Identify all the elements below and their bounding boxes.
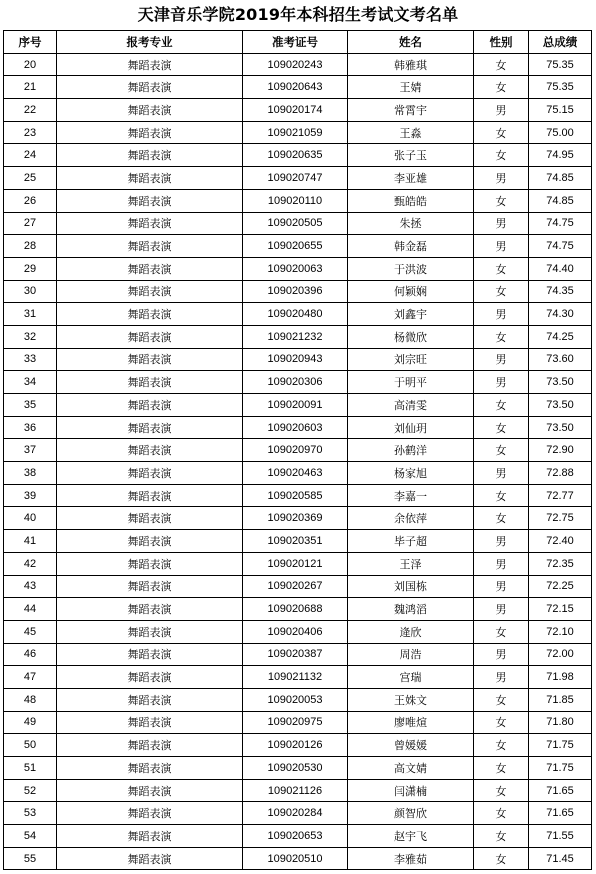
cell-gender: 女 [474,121,529,144]
cell-major: 舞蹈表演 [57,575,243,598]
cell-name: 周浩 [348,643,474,666]
header-score: 总成绩 [529,31,592,54]
cell-major: 舞蹈表演 [57,688,243,711]
cell-gender: 男 [474,235,529,258]
cell-major: 舞蹈表演 [57,666,243,689]
table-row [4,802,592,825]
cell-score: 72.00 [529,643,592,666]
cell-major: 舞蹈表演 [57,76,243,99]
cell-gender: 女 [474,394,529,417]
cell-exam-id: 109020126 [243,734,348,757]
cell-no: 35 [4,394,57,417]
cell-name: 魏鸿滔 [348,598,474,621]
cell-gender: 女 [474,802,529,825]
cell-exam-id: 109020585 [243,484,348,507]
cell-major: 舞蹈表演 [57,212,243,235]
table-header-row [4,31,592,54]
cell-exam-id: 109020267 [243,575,348,598]
table-row [4,575,592,598]
cell-gender: 女 [474,688,529,711]
header-no: 序号 [4,31,57,54]
table-row [4,235,592,258]
cell-name: 李亚雄 [348,167,474,190]
cell-gender: 女 [474,439,529,462]
cell-score: 71.98 [529,666,592,689]
cell-major: 舞蹈表演 [57,462,243,485]
cell-name: 毕子超 [348,530,474,553]
cell-gender: 男 [474,303,529,326]
cell-major: 舞蹈表演 [57,167,243,190]
cell-gender: 女 [474,507,529,530]
cell-no: 54 [4,825,57,848]
cell-exam-id: 109020284 [243,802,348,825]
cell-gender: 男 [474,462,529,485]
cell-gender: 女 [474,779,529,802]
table-row [4,121,592,144]
cell-no: 41 [4,530,57,553]
cell-gender: 男 [474,575,529,598]
cell-name: 刘国栋 [348,575,474,598]
cell-name: 高清雯 [348,394,474,417]
cell-name: 何颖娴 [348,280,474,303]
table-row [4,552,592,575]
cell-exam-id: 109021059 [243,121,348,144]
cell-no: 39 [4,484,57,507]
cell-exam-id: 109020121 [243,552,348,575]
cell-exam-id: 109020530 [243,757,348,780]
cell-name: 廖唯煊 [348,711,474,734]
cell-exam-id: 109020053 [243,688,348,711]
cell-name: 刘宗旺 [348,348,474,371]
cell-gender: 男 [474,212,529,235]
table-row [4,53,592,76]
cell-score: 72.15 [529,598,592,621]
cell-gender: 女 [474,620,529,643]
table-row [4,643,592,666]
cell-name: 于明平 [348,371,474,394]
table-row [4,76,592,99]
cell-score: 71.65 [529,802,592,825]
table-row [4,734,592,757]
cell-no: 21 [4,76,57,99]
cell-exam-id: 109020643 [243,76,348,99]
cell-name: 王姝文 [348,688,474,711]
table-body [4,53,592,870]
cell-exam-id: 109020174 [243,99,348,122]
cell-gender: 男 [474,99,529,122]
cell-score: 72.77 [529,484,592,507]
cell-name: 王婧 [348,76,474,99]
cell-score: 73.50 [529,394,592,417]
cell-no: 49 [4,711,57,734]
cell-name: 杨微欣 [348,325,474,348]
cell-name: 闫潇楠 [348,779,474,802]
cell-major: 舞蹈表演 [57,711,243,734]
cell-major: 舞蹈表演 [57,348,243,371]
cell-no: 26 [4,189,57,212]
cell-major: 舞蹈表演 [57,598,243,621]
cell-exam-id: 109020970 [243,439,348,462]
cell-score: 71.75 [529,757,592,780]
cell-score: 72.35 [529,552,592,575]
cell-name: 孙鹤洋 [348,439,474,462]
cell-name: 王淼 [348,121,474,144]
cell-score: 74.95 [529,144,592,167]
cell-no: 23 [4,121,57,144]
cell-name: 王泽 [348,552,474,575]
cell-score: 72.40 [529,530,592,553]
cell-major: 舞蹈表演 [57,394,243,417]
cell-score: 73.50 [529,416,592,439]
cell-gender: 女 [474,257,529,280]
cell-score: 75.00 [529,121,592,144]
cell-no: 42 [4,552,57,575]
cell-no: 20 [4,53,57,76]
table-row [4,462,592,485]
cell-name: 李雅茹 [348,847,474,870]
cell-major: 舞蹈表演 [57,620,243,643]
cell-name: 曾媛媛 [348,734,474,757]
cell-major: 舞蹈表演 [57,552,243,575]
table-row [4,212,592,235]
table-row [4,439,592,462]
table-row [4,371,592,394]
cell-major: 舞蹈表演 [57,734,243,757]
cell-gender: 男 [474,552,529,575]
cell-gender: 男 [474,167,529,190]
cell-exam-id: 109020369 [243,507,348,530]
cell-gender: 女 [474,734,529,757]
cell-no: 25 [4,167,57,190]
table-row [4,666,592,689]
cell-gender: 女 [474,757,529,780]
cell-score: 72.90 [529,439,592,462]
cell-no: 48 [4,688,57,711]
header-gender: 性别 [474,31,529,54]
cell-score: 71.45 [529,847,592,870]
cell-name: 颜智欣 [348,802,474,825]
cell-name: 刘鑫宇 [348,303,474,326]
cell-name: 宫瑞 [348,666,474,689]
cell-no: 34 [4,371,57,394]
cell-no: 22 [4,99,57,122]
cell-gender: 男 [474,371,529,394]
table-row [4,167,592,190]
cell-gender: 男 [474,598,529,621]
cell-no: 28 [4,235,57,258]
cell-exam-id: 109020688 [243,598,348,621]
cell-exam-id: 109020975 [243,711,348,734]
cell-gender: 男 [474,643,529,666]
cell-exam-id: 109020110 [243,189,348,212]
cell-exam-id: 109020063 [243,257,348,280]
table-row [4,530,592,553]
table-row [4,688,592,711]
table-row [4,99,592,122]
table-row [4,325,592,348]
cell-gender: 男 [474,348,529,371]
cell-no: 47 [4,666,57,689]
table-row [4,847,592,870]
cell-major: 舞蹈表演 [57,144,243,167]
cell-exam-id: 109020091 [243,394,348,417]
cell-no: 46 [4,643,57,666]
cell-score: 72.10 [529,620,592,643]
cell-major: 舞蹈表演 [57,371,243,394]
table-row [4,394,592,417]
cell-name: 刘仙玥 [348,416,474,439]
cell-gender: 男 [474,530,529,553]
cell-no: 45 [4,620,57,643]
cell-no: 36 [4,416,57,439]
cell-name: 余依萍 [348,507,474,530]
cell-gender: 女 [474,76,529,99]
cell-name: 甄皓皓 [348,189,474,212]
cell-exam-id: 109020243 [243,53,348,76]
cell-major: 舞蹈表演 [57,303,243,326]
cell-major: 舞蹈表演 [57,439,243,462]
cell-no: 24 [4,144,57,167]
cell-exam-id: 109020747 [243,167,348,190]
cell-score: 75.35 [529,76,592,99]
header-major: 报考专业 [57,31,243,54]
cell-major: 舞蹈表演 [57,53,243,76]
cell-exam-id: 109020510 [243,847,348,870]
table-row [4,711,592,734]
cell-exam-id: 109021132 [243,666,348,689]
cell-gender: 女 [474,484,529,507]
cell-name: 韩金磊 [348,235,474,258]
cell-score: 73.60 [529,348,592,371]
cell-score: 74.75 [529,235,592,258]
cell-no: 38 [4,462,57,485]
cell-exam-id: 109020463 [243,462,348,485]
cell-name: 张子玉 [348,144,474,167]
cell-major: 舞蹈表演 [57,802,243,825]
table-row [4,598,592,621]
cell-score: 75.35 [529,53,592,76]
cell-score: 71.65 [529,779,592,802]
cell-no: 31 [4,303,57,326]
cell-score: 72.75 [529,507,592,530]
cell-score: 74.25 [529,325,592,348]
table-row [4,280,592,303]
table-row [4,189,592,212]
cell-name: 朱拯 [348,212,474,235]
cell-exam-id: 109020406 [243,620,348,643]
cell-exam-id: 109020603 [243,416,348,439]
cell-no: 32 [4,325,57,348]
cell-major: 舞蹈表演 [57,507,243,530]
cell-major: 舞蹈表演 [57,325,243,348]
table-row [4,507,592,530]
cell-exam-id: 109020653 [243,825,348,848]
cell-major: 舞蹈表演 [57,643,243,666]
cell-exam-id: 109020943 [243,348,348,371]
cell-gender: 女 [474,325,529,348]
table-row [4,348,592,371]
header-name: 姓名 [348,31,474,54]
table-row [4,757,592,780]
cell-exam-id: 109021232 [243,325,348,348]
cell-score: 71.80 [529,711,592,734]
cell-gender: 女 [474,847,529,870]
cell-score: 72.25 [529,575,592,598]
cell-score: 71.55 [529,825,592,848]
cell-gender: 女 [474,280,529,303]
cell-exam-id: 109021126 [243,779,348,802]
cell-no: 37 [4,439,57,462]
cell-no: 52 [4,779,57,802]
cell-major: 舞蹈表演 [57,235,243,258]
cell-name: 逄欣 [348,620,474,643]
table-row [4,144,592,167]
cell-gender: 女 [474,53,529,76]
cell-gender: 女 [474,189,529,212]
table-row [4,620,592,643]
cell-name: 赵宇飞 [348,825,474,848]
cell-major: 舞蹈表演 [57,825,243,848]
cell-name: 常霄宇 [348,99,474,122]
document-title: 天津音乐学院2019年本科招生考试文考名单 [137,5,459,24]
cell-major: 舞蹈表演 [57,416,243,439]
cell-exam-id: 109020655 [243,235,348,258]
cell-no: 33 [4,348,57,371]
cell-gender: 女 [474,416,529,439]
cell-exam-id: 109020635 [243,144,348,167]
cell-score: 74.35 [529,280,592,303]
cell-major: 舞蹈表演 [57,779,243,802]
cell-no: 43 [4,575,57,598]
table-row [4,257,592,280]
cell-gender: 男 [474,666,529,689]
cell-no: 50 [4,734,57,757]
cell-exam-id: 109020306 [243,371,348,394]
cell-score: 74.85 [529,189,592,212]
table-row [4,825,592,848]
cell-major: 舞蹈表演 [57,530,243,553]
table-row [4,484,592,507]
cell-score: 71.75 [529,734,592,757]
cell-no: 44 [4,598,57,621]
cell-no: 30 [4,280,57,303]
cell-exam-id: 109020351 [243,530,348,553]
cell-name: 杨家旭 [348,462,474,485]
table-row [4,416,592,439]
cell-no: 55 [4,847,57,870]
cell-major: 舞蹈表演 [57,847,243,870]
cell-name: 高文婧 [348,757,474,780]
cell-score: 74.30 [529,303,592,326]
cell-major: 舞蹈表演 [57,280,243,303]
cell-no: 40 [4,507,57,530]
cell-exam-id: 109020480 [243,303,348,326]
cell-name: 韩雅琪 [348,53,474,76]
cell-exam-id: 109020396 [243,280,348,303]
table-row [4,303,592,326]
cell-no: 53 [4,802,57,825]
cell-score: 71.85 [529,688,592,711]
table-row [4,779,592,802]
cell-score: 73.50 [529,371,592,394]
cell-score: 72.88 [529,462,592,485]
cell-gender: 女 [474,144,529,167]
header-exam-id: 准考证号 [243,31,348,54]
cell-major: 舞蹈表演 [57,99,243,122]
cell-score: 74.85 [529,167,592,190]
cell-major: 舞蹈表演 [57,257,243,280]
cell-gender: 女 [474,711,529,734]
cell-major: 舞蹈表演 [57,757,243,780]
cell-no: 51 [4,757,57,780]
cell-score: 74.40 [529,257,592,280]
cell-name: 于洪波 [348,257,474,280]
cell-no: 29 [4,257,57,280]
cell-score: 74.75 [529,212,592,235]
cell-exam-id: 109020505 [243,212,348,235]
cell-major: 舞蹈表演 [57,189,243,212]
cell-major: 舞蹈表演 [57,121,243,144]
cell-major: 舞蹈表演 [57,484,243,507]
cell-no: 27 [4,212,57,235]
cell-name: 李嘉一 [348,484,474,507]
admission-list-table [3,30,592,870]
cell-gender: 女 [474,825,529,848]
cell-exam-id: 109020387 [243,643,348,666]
cell-score: 75.15 [529,99,592,122]
